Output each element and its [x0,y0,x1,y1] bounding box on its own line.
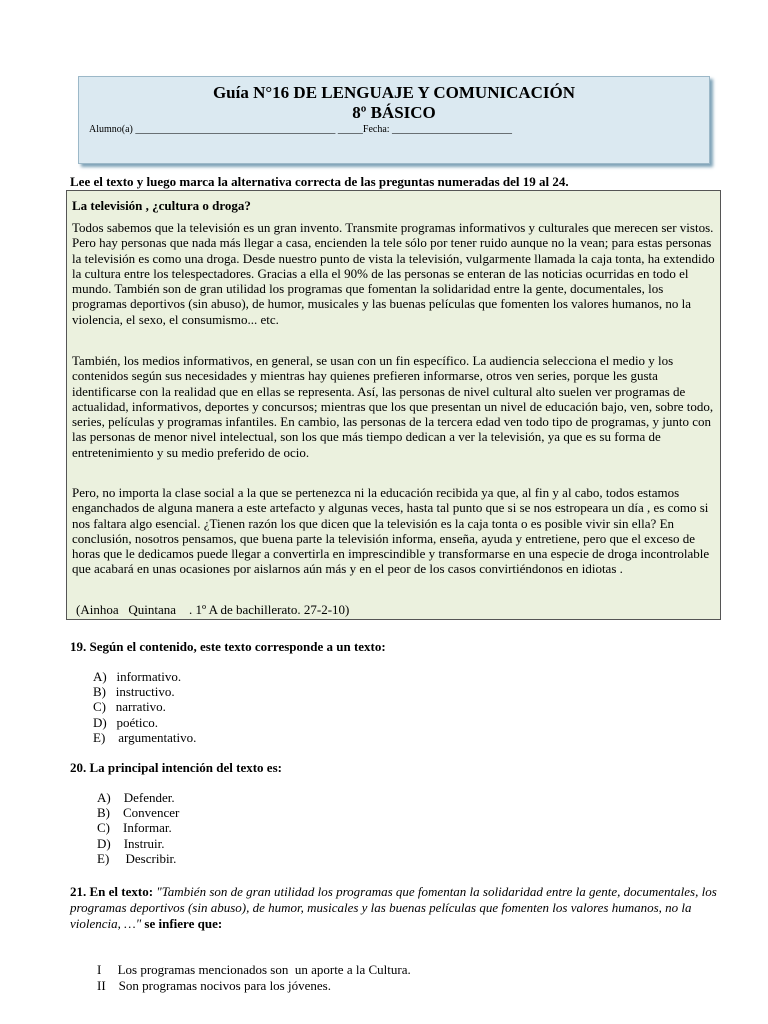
passage-paragraph-3: Pero, no importa la clase social a la que se pertenezca ni la educación recibida ya que, al fin y al cabo, todos estamos enganchados de alguna manera a este artefacto y algunas veces, hasta tal punto que si se nos estropeara un día , es como si nos faltara algo esencial. ¿Tienen razón los que dicen que la televisión es la caja tonta o es posible vivir sin ella? En conclusión, nosotros pensamos, que buena parte la televisión informa, enseña, ayuda y entretiene, pero que el exceso de horas que le dedicamos puede llegar a convertirla en imprescindible y transformarse en una especie de droga incontrolable que acabará en unas ocasiones por aislarnos aún más y en el peor de los casos convirtiéndonos en idiotas . [72,485,710,577]
option-e[interactable]: E) argumentativo. [93,729,197,745]
passage-paragraph-2: También, los medios informativos, en general, se usan con un fin específico. La audiencia selecciona el medio y los contenidos según sus necesidades y mientras hay quienes prefieren informarse, otros ven series, porque les gusta identificarse con la realidad que en ellas se representa. Así, las personas de nivel cultural alto suelen ver programas de actualidad, informativos, deportes y concursos; mientras que los que presentan un nivel de educación bajo, ven, sobre todo, series, películas y programas infantiles. En cambio, las personas de la tercera edad ven todo tipo de programas, y junto con las personas de menor nivel intelectual, son los que más tiempo dedican a ver la televisión, ya que es su forma de entretenimiento y su medio preferido de ocio. [72,353,714,460]
passage-title: La televisión , ¿cultura o droga? [72,198,251,213]
question-21-quote: "También son de gran utilidad los programas que fomentan la solidaridad entre la gente, documentales, los programas deportivos (sin abuso), de humor, musicales y las buenas películas que fomenten los valores humanos, no la violencia, …" [70,884,717,931]
question-21 [70,884,720,932]
option-a[interactable]: A) informativo. [93,669,182,684]
option-b[interactable]: B) Convencer [97,805,180,821]
option-c[interactable]: C) Informar. [97,820,172,836]
option-d[interactable]: D) Instruir. [97,835,165,851]
reading-passage-box [66,190,721,620]
instructions: Lee el texto y luego marca la alternativa correcta de las preguntas numeradas del 19 al 24. [70,174,569,189]
passage-paragraph-1: Todos sabemos que la televisión es un gran invento. Transmite programas informativos y culturales que merecen ser vistos. Pero hay personas que nada más llegar a casa, encienden la tele sólo por tener ruido aunque no la vean; para estas personas la televisión es como una droga. Desde nuestro punto de vista la televisión, vulgarmente llamada la caja tonta, ha extendido la cultura entre los telespectadores. Gracias a ella el 90% de las personas se enteran de las noticias ocurridas en todo el mundo. También son de gran utilidad los programas que fomentan la solidaridad entre la gente, documentales, los programas deportivos (sin abuso), de humor, musicales y las buenas películas que fomenten los valores humanos, no la violencia, el sexo, el consumismo... etc. [72,220,715,327]
statement-i[interactable]: I Los programas mencionados son un aporte a la Cultura. [97,962,411,977]
question-19-options [93,669,196,745]
question-19: 19. Según el contenido, este texto corresponde a un texto: [70,639,386,654]
student-date-line: Alumno(a) ________________________________________ _____Fecha: ________________________ [89,124,513,135]
question-21-number: 21. En el texto: [70,884,157,899]
option-c[interactable]: C) narrativo. [93,699,166,715]
guide-title: Guía N°16 DE LENGUAJE Y COMUNICACIÓN [212,83,576,102]
passage-author: (Ainhoa Quintana . 1º A de bachillerato. 27-2-10) [76,602,350,617]
option-d[interactable]: D) poético. [93,714,158,730]
guide-header [78,76,710,164]
question-21-statements [97,962,411,993]
question-20: 20. La principal intención del texto es: [70,760,282,775]
statement-ii[interactable]: II Son programas nocivos para los jóvenes. [97,977,331,993]
question-20-options [97,790,179,866]
grade-title: 8º BÁSICO [352,103,436,122]
option-e[interactable]: E) Describir. [97,850,177,866]
question-21-prompt: se infiere que: [141,916,223,931]
option-a[interactable]: A) Defender. [97,790,175,805]
option-b[interactable]: B) instructivo. [93,684,175,700]
